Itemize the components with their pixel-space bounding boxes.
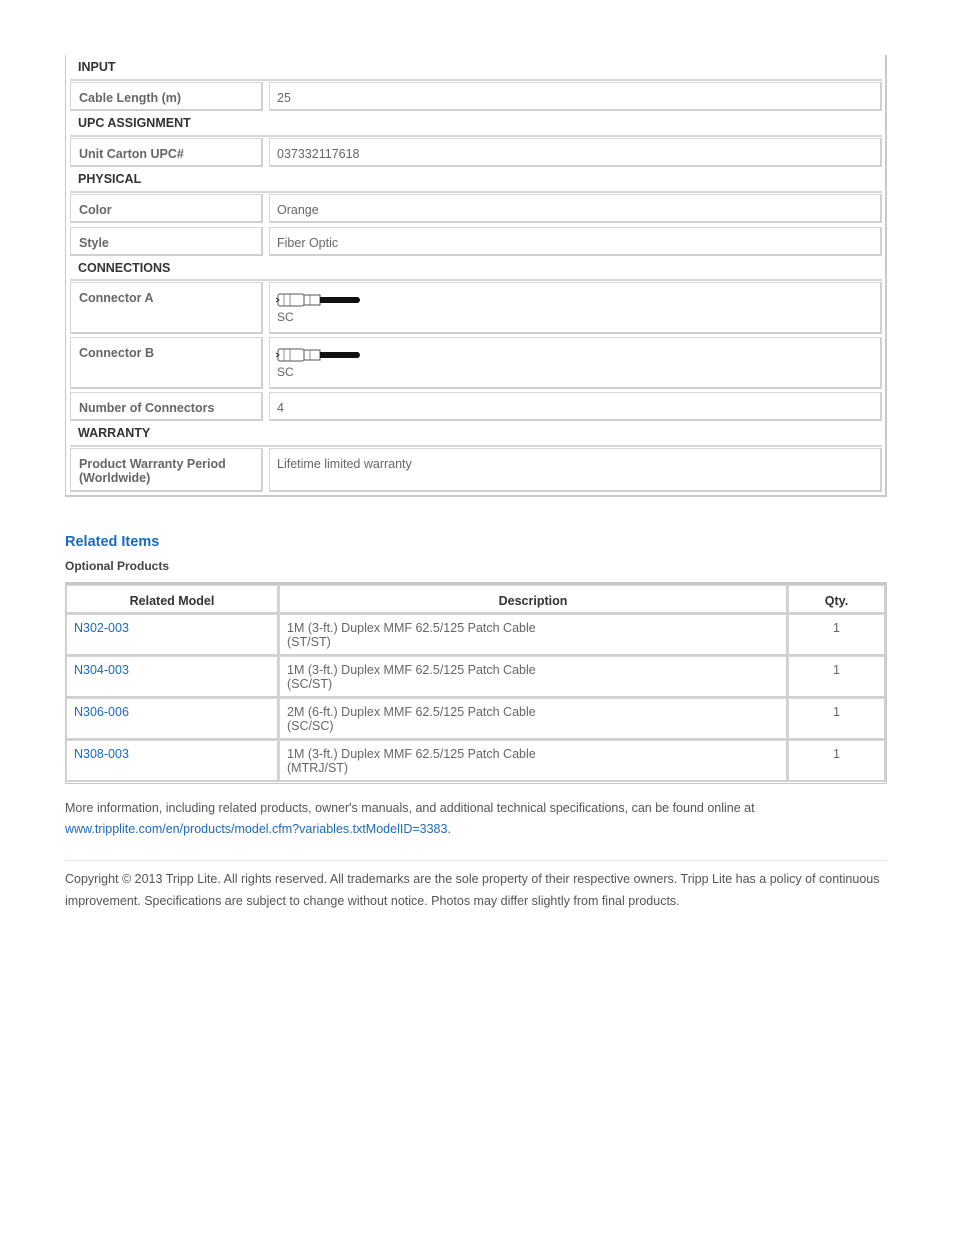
connector-a-type: SC	[277, 310, 294, 324]
model-link[interactable]: N302-003	[74, 621, 129, 635]
spec-value-cable-length: 25	[269, 82, 882, 111]
section-title: PHYSICAL	[78, 172, 142, 186]
qty-cell: 1	[788, 698, 886, 740]
specifications-table	[65, 55, 887, 497]
spec-label-color: Color	[70, 194, 263, 223]
section-upc-assignment	[70, 111, 882, 137]
model-link[interactable]: N304-003	[74, 663, 129, 677]
spec-label-number-of-connectors: Number of Connectors	[70, 392, 263, 421]
column-header-model: Related Model	[66, 585, 279, 614]
section-title: WARRANTY	[78, 426, 151, 440]
spec-value-color: Orange	[269, 194, 882, 223]
spec-value-connector-b	[269, 337, 882, 389]
column-header-description: Description	[279, 585, 788, 614]
divider	[65, 860, 887, 861]
spec-value-warranty-period: Lifetime limited warranty	[269, 448, 882, 492]
spec-value-style: Fiber Optic	[269, 227, 882, 256]
model-link[interactable]: N306-006	[74, 705, 129, 719]
section-physical	[70, 167, 882, 193]
description-cell: 1M (3-ft.) Duplex MMF 62.5/125 Patch Cable (MTRJ/ST)	[279, 740, 788, 782]
section-warranty	[70, 421, 882, 447]
related-products-table	[65, 582, 887, 784]
qty-cell: 1	[788, 614, 886, 656]
description-cell: 1M (3-ft.) Duplex MMF 62.5/125 Patch Cable (ST/ST)	[279, 614, 788, 656]
copyright-notice: Copyright © 2013 Tripp Lite. All rights reserved. All trademarks are the sole property of their respective owners. Tripp Lite has a policy of continuous improvement. Specifications are subject to change without notice. Photos may differ slightly from final products.	[65, 872, 880, 908]
spec-value-unit-carton-upc: 037332117618	[269, 138, 882, 167]
related-items-heading: Related Items	[65, 534, 160, 550]
table-row	[66, 698, 279, 740]
spec-label-style: Style	[70, 227, 263, 256]
spec-label-cable-length: Cable Length (m)	[70, 82, 263, 111]
connector-b-type: SC	[277, 365, 294, 379]
spec-label-connector-a: Connector A	[70, 282, 263, 334]
section-title: INPUT	[78, 60, 116, 74]
section-connections	[70, 256, 882, 281]
section-input	[70, 55, 882, 81]
sc-connector-icon	[276, 343, 362, 367]
qty-cell: 1	[788, 656, 886, 698]
description-cell: 1M (3-ft.) Duplex MMF 62.5/125 Patch Cable (SC/ST)	[279, 656, 788, 698]
more-information-text: More information, including related products, owner's manuals, and additional technical specifications, can be found online at www.tripplite.com/en/products/model.cfm?variables.txtModelID=3383.	[65, 801, 755, 836]
optional-products-heading: Optional Products	[65, 559, 170, 573]
spec-label-unit-carton-upc: Unit Carton UPC#	[70, 138, 263, 167]
sc-connector-icon	[276, 288, 362, 312]
spec-value-number-of-connectors: 4	[269, 392, 882, 421]
spec-value-connector-a	[269, 282, 882, 334]
spec-label-warranty-period: Product Warranty Period (Worldwide)	[70, 448, 263, 492]
table-row	[66, 614, 279, 656]
table-row	[66, 656, 279, 698]
section-title: CONNECTIONS	[78, 261, 171, 275]
model-link[interactable]: N308-003	[74, 747, 129, 761]
qty-cell: 1	[788, 740, 886, 782]
section-title: UPC ASSIGNMENT	[78, 116, 191, 130]
description-cell: 2M (6-ft.) Duplex MMF 62.5/125 Patch Cable (SC/SC)	[279, 698, 788, 740]
column-header-qty: Qty.	[788, 585, 886, 614]
product-page-link[interactable]: www.tripplite.com/en/products/model.cfm?variables.txtModelID=3383	[65, 822, 448, 836]
table-row	[66, 740, 279, 782]
spec-label-connector-b: Connector B	[70, 337, 263, 389]
